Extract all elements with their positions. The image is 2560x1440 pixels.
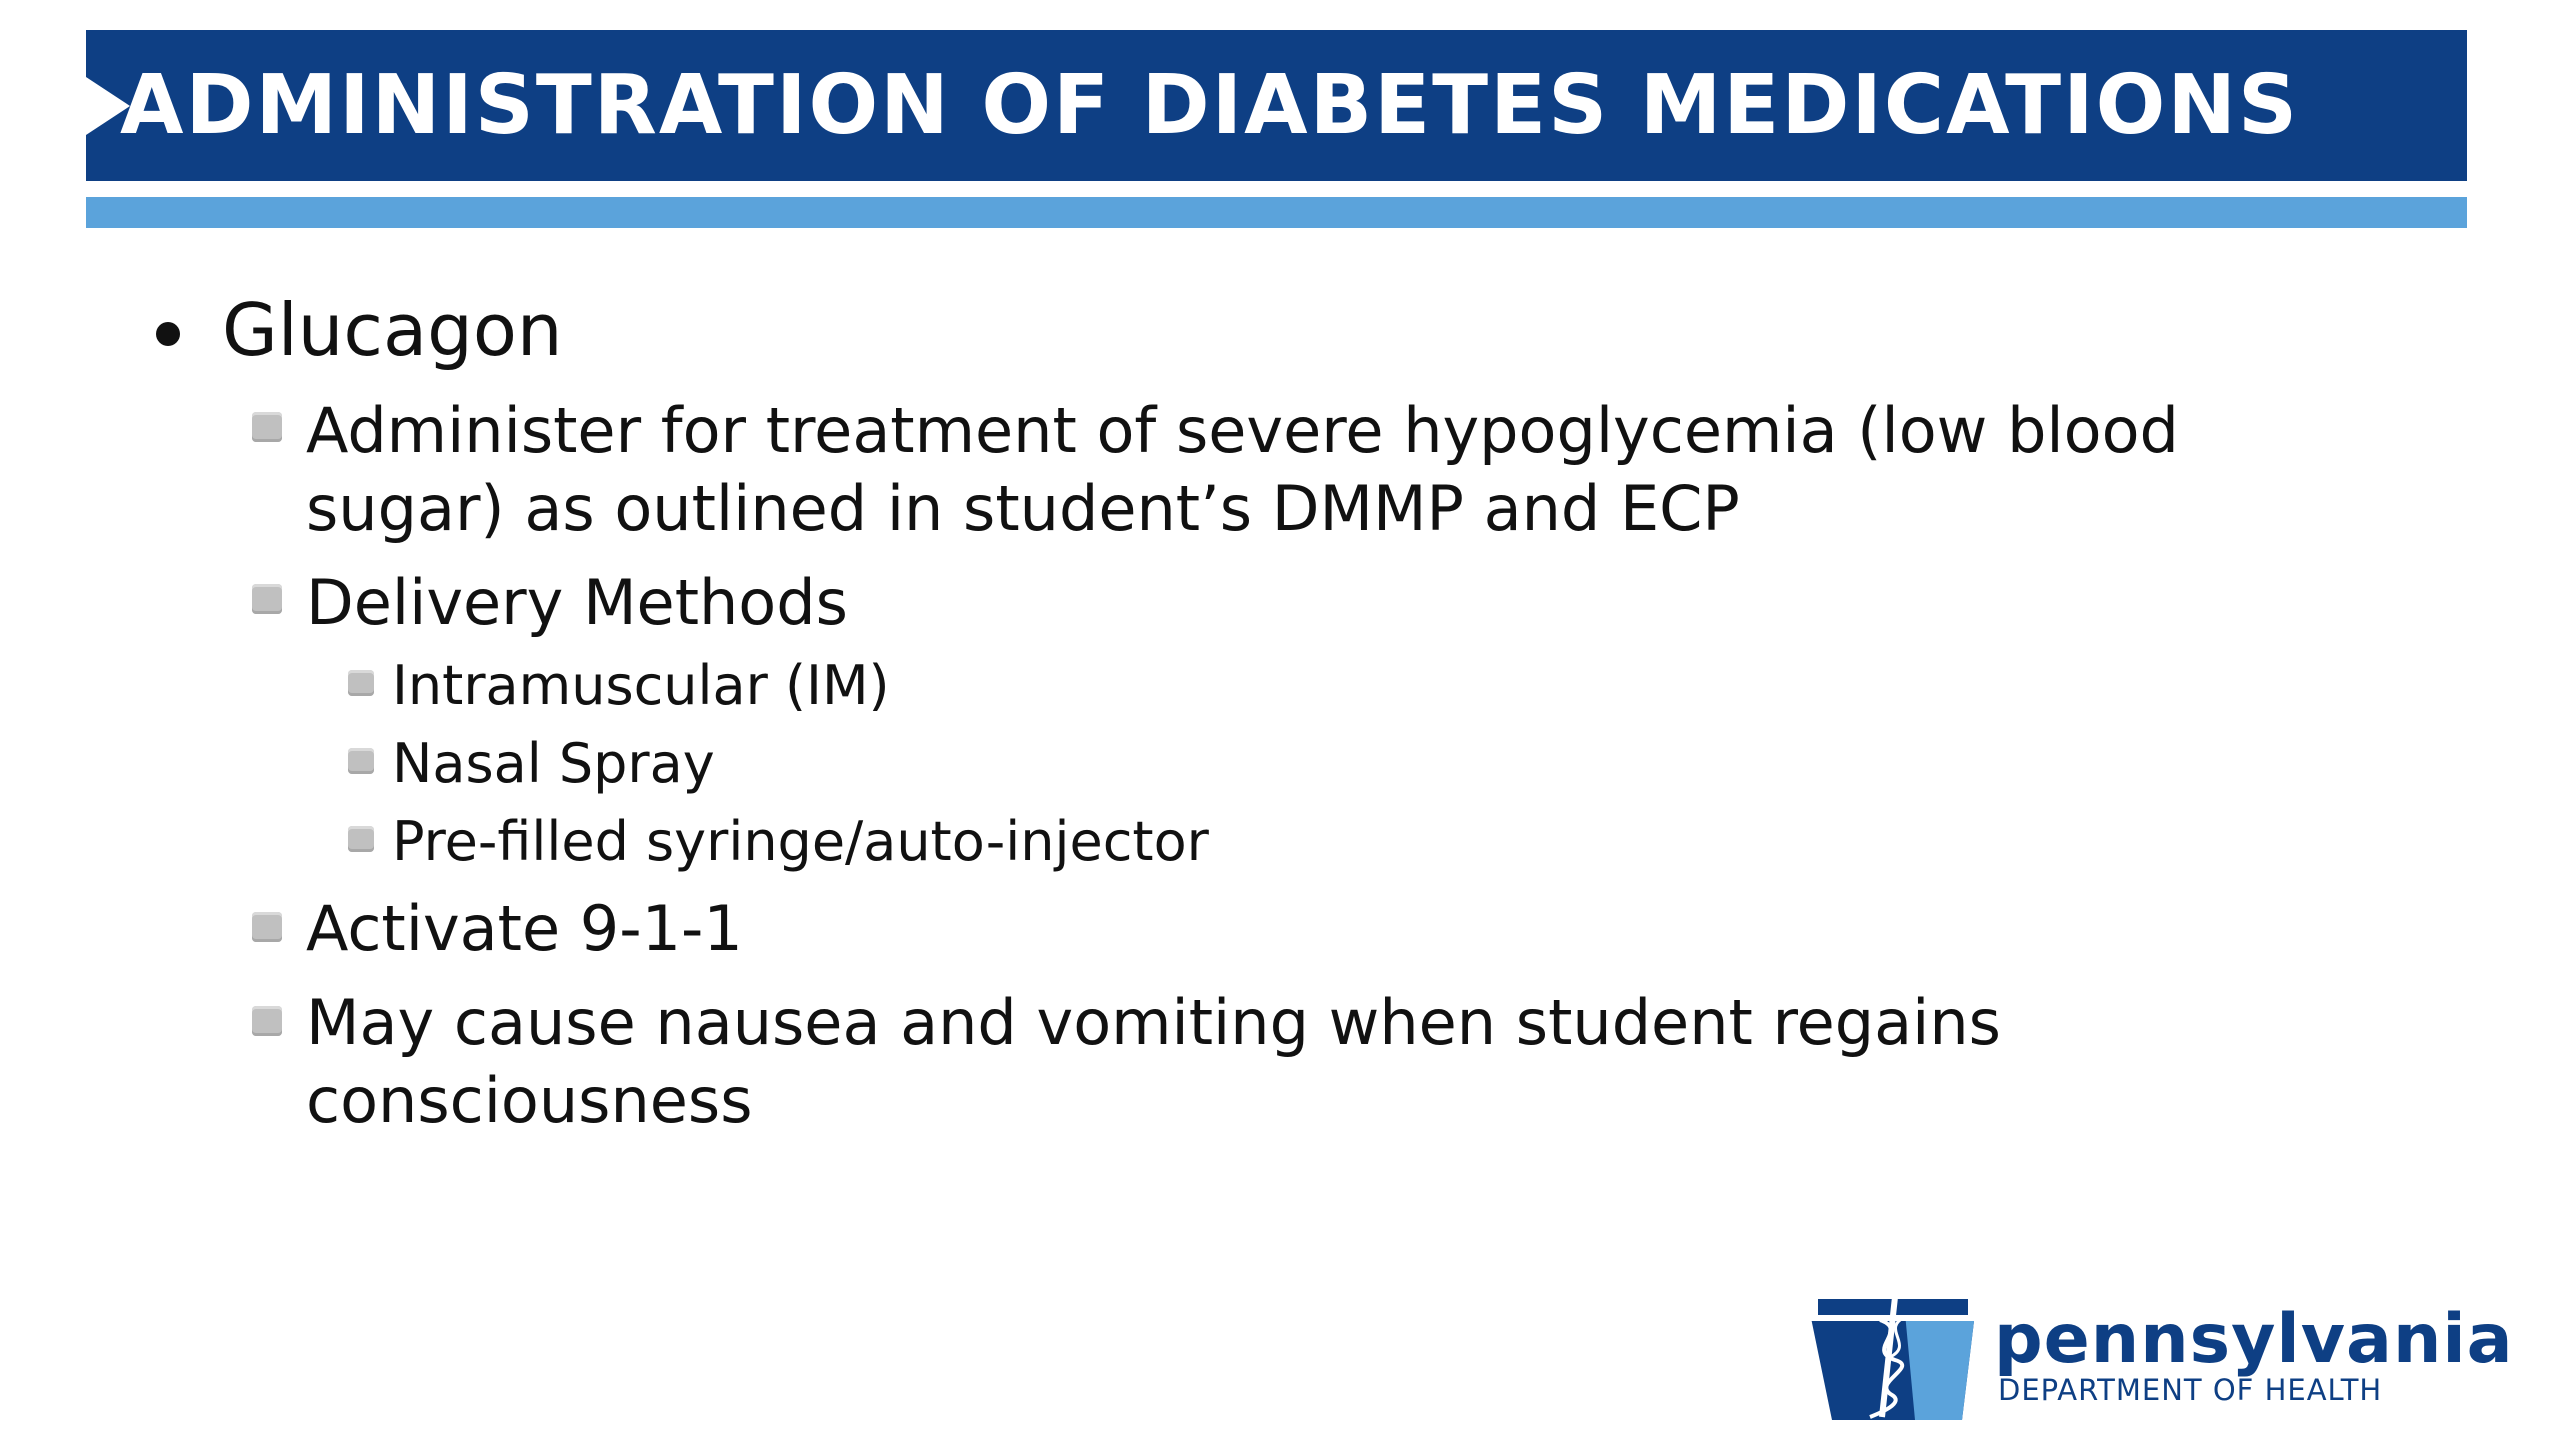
list-item-delivery-methods: Delivery Methods bbox=[306, 566, 848, 639]
logo-subtitle: DEPARTMENT OF HEALTH bbox=[1998, 1373, 2383, 1407]
list-item-activate-911: Activate 9-1-1 bbox=[306, 892, 743, 965]
list-item-administer-line2: sugar) as outlined in student’s DMMP and ECP bbox=[306, 472, 1740, 545]
square-bullet-icon bbox=[252, 912, 282, 942]
square-bullet-icon bbox=[348, 670, 374, 696]
list-item-administer-line1: Administer for treatment of severe hypoglycemia (low blood bbox=[306, 394, 2179, 467]
list-item-nausea-line1: May cause nausea and vomiting when student regains bbox=[306, 986, 2001, 1059]
square-bullet-icon bbox=[252, 1006, 282, 1036]
bullet-dot bbox=[156, 322, 180, 346]
list-item-nausea-line2: consciousness bbox=[306, 1064, 753, 1137]
square-bullet-icon bbox=[348, 826, 374, 852]
square-bullet-icon bbox=[252, 412, 282, 442]
sub-item-intramuscular: Intramuscular (IM) bbox=[392, 654, 890, 717]
logo-wordmark: pennsylvania bbox=[1994, 1300, 2514, 1379]
square-bullet-icon bbox=[348, 748, 374, 774]
slide-title: ADMINISTRATION OF DIABETES MEDICATIONS bbox=[120, 58, 2300, 153]
sub-item-pre-filled-syringe: Pre-filled syringe/auto-injector bbox=[392, 810, 1209, 873]
sub-item-nasal-spray: Nasal Spray bbox=[392, 732, 715, 795]
square-bullet-icon bbox=[252, 584, 282, 614]
heading-glucagon: Glucagon bbox=[222, 288, 563, 372]
